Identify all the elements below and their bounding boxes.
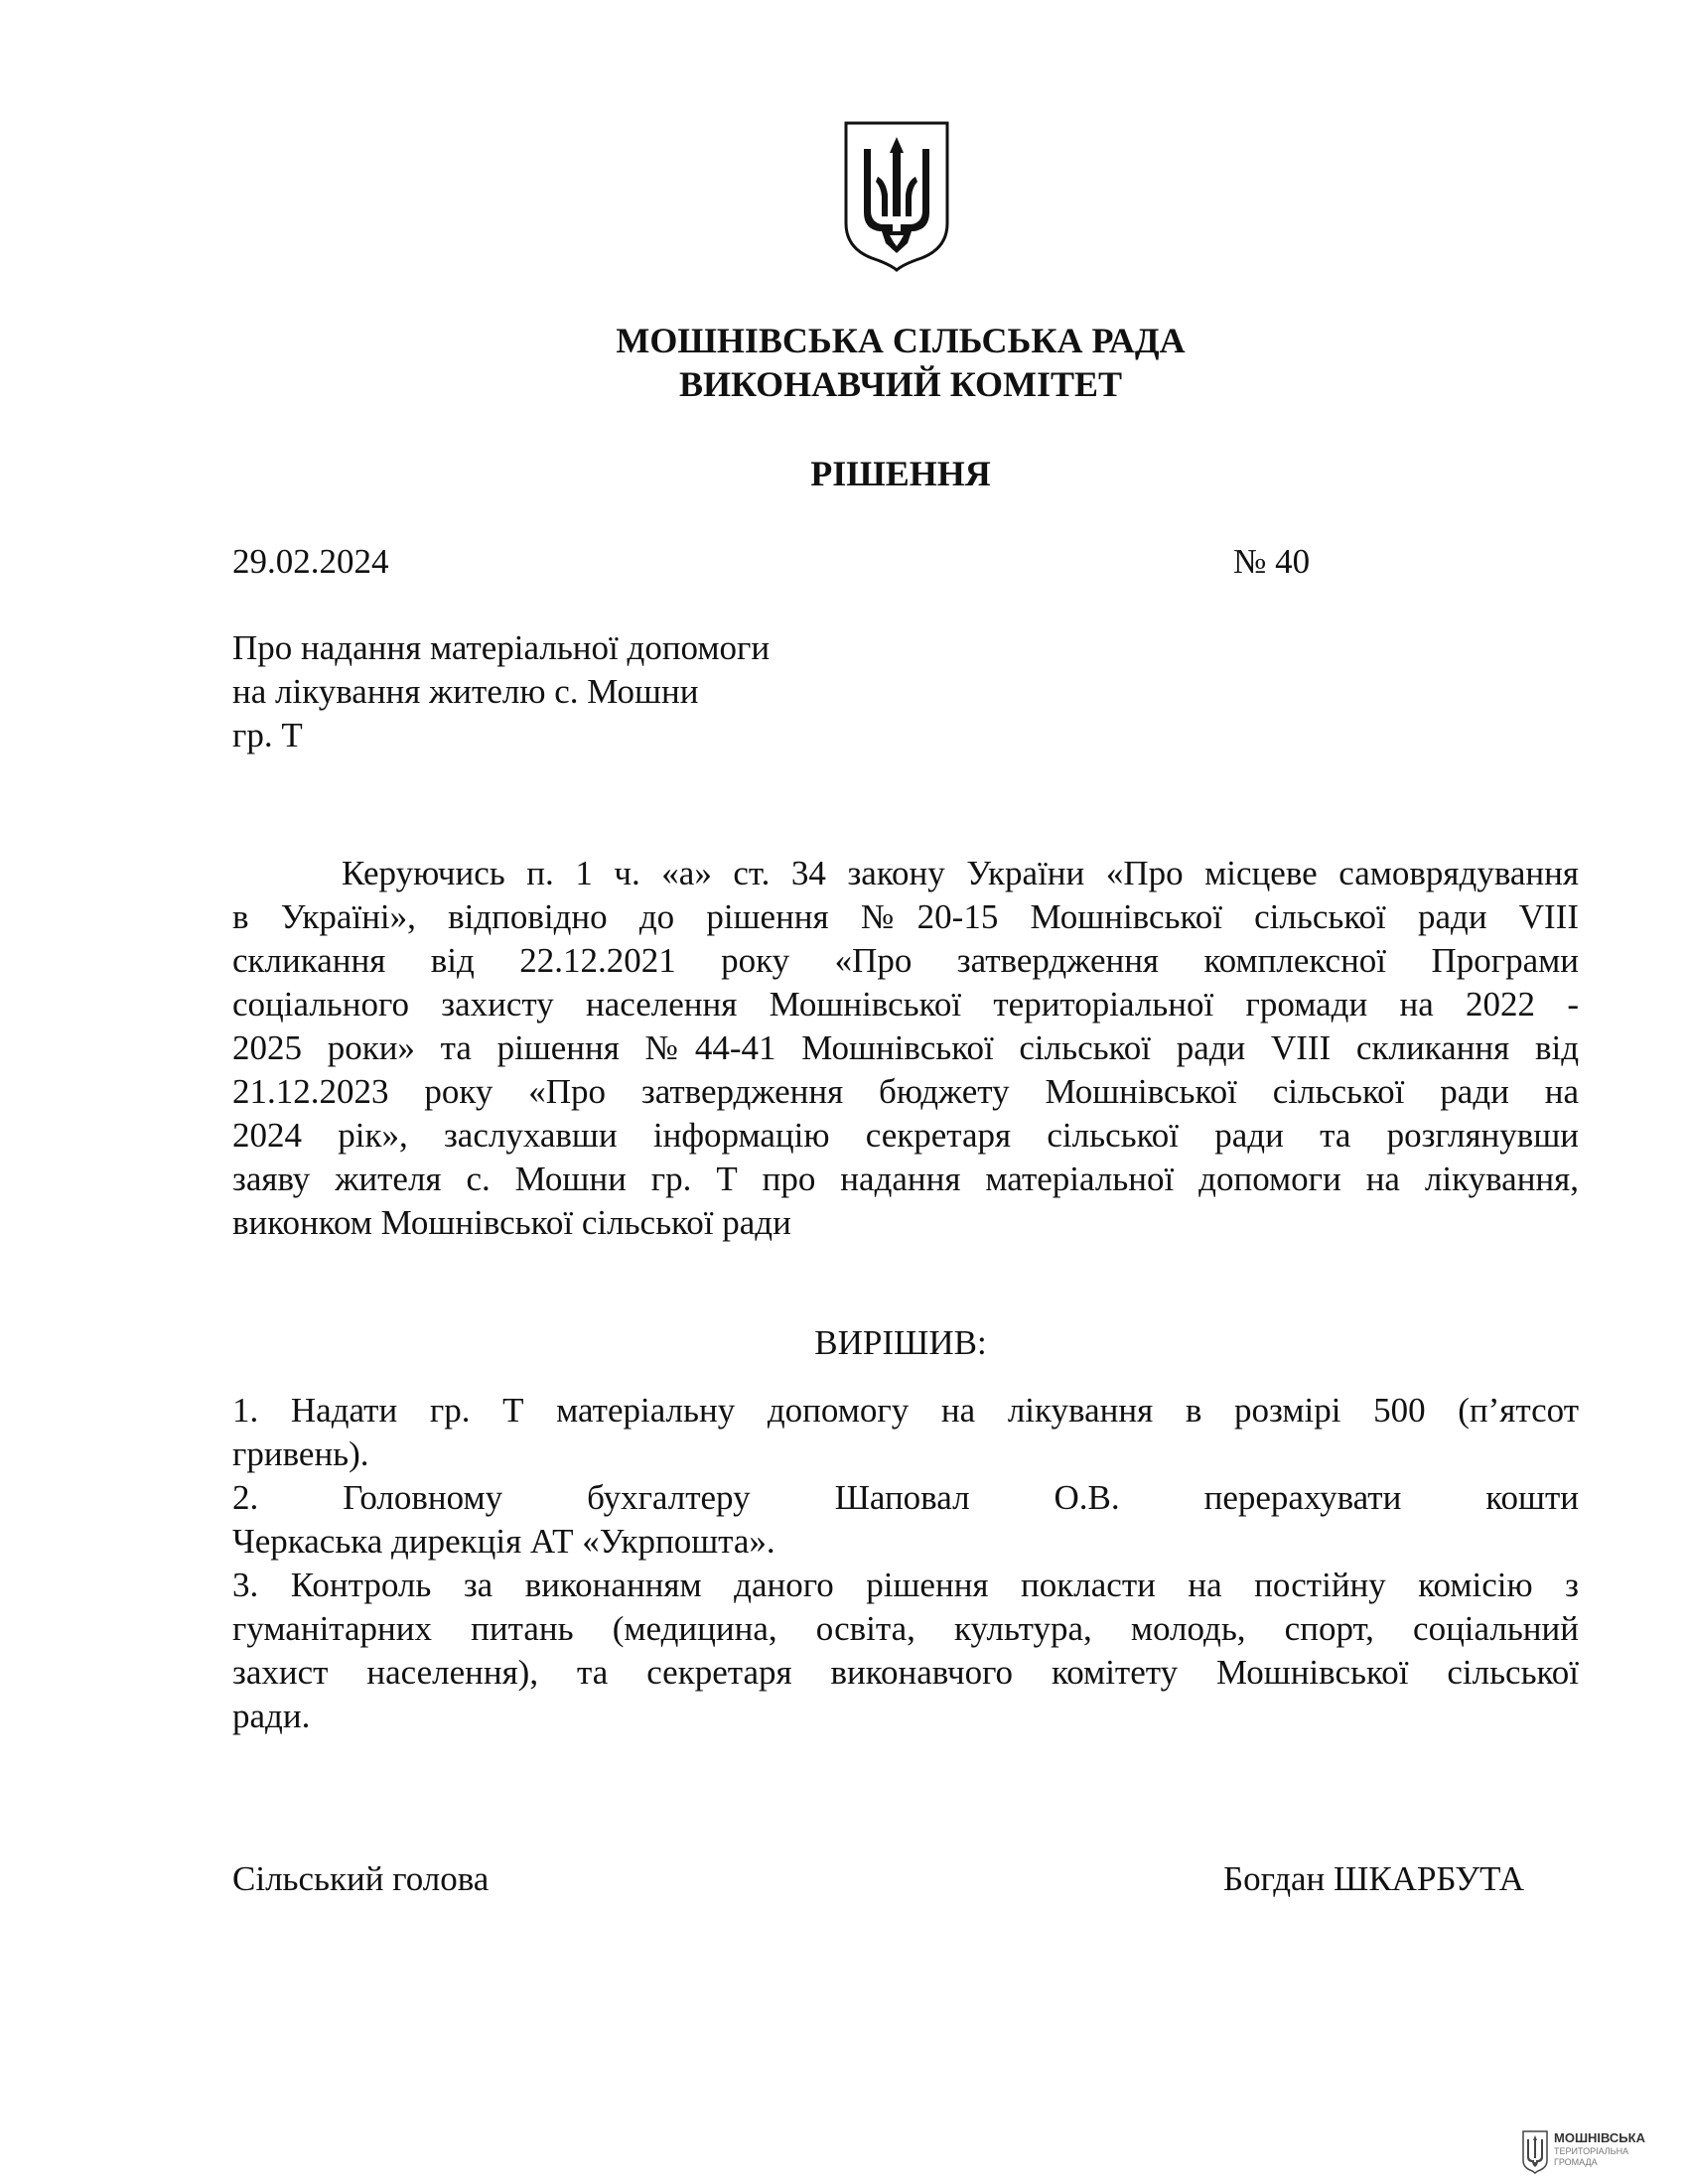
preamble-paragraph xyxy=(232,852,1579,1245)
logo-subtitle: ТЕРИТОРІАЛЬНА xyxy=(1554,2146,1629,2156)
decision-item-3 xyxy=(232,1564,1579,1738)
decision-line: гуманітарних питань (медицина, освіта, культура, молодь, спорт, соціальний xyxy=(232,1609,1579,1648)
subject-line: на лікування жителю с. Мошни xyxy=(232,672,699,711)
community-logo xyxy=(1522,2130,1661,2176)
decision-line: 1. Надати гр. Т матеріальну допомогу на лікування в розмірі 500 (п’ятсот xyxy=(232,1391,1579,1430)
decision-items xyxy=(232,1389,1579,1738)
preamble-line: заяву жителя с. Мошни гр. Т про надання матеріальної допомоги на лікування, xyxy=(232,1160,1579,1198)
community-trident-logo-icon xyxy=(1522,2130,1548,2174)
decision-item-2 xyxy=(232,1476,1579,1564)
preamble-line: скликання від 22.12.2021 року «Про затвердження комплексної Програми xyxy=(232,941,1579,980)
signatory-position: Сільський голова xyxy=(232,1859,490,1898)
document-number: № 40 xyxy=(1233,542,1311,581)
decided-heading: ВИРІШИВ: xyxy=(814,1323,987,1362)
logo-subtitle: ГРОМАДА xyxy=(1554,2157,1598,2167)
document-title: РІШЕННЯ xyxy=(810,454,991,493)
document-subject xyxy=(232,626,927,757)
ukraine-trident-icon xyxy=(842,119,951,273)
document-date: 29.02.2024 xyxy=(232,542,389,581)
decision-line: захист населення), та секретаря виконавчого комітету Мошнівської сільської xyxy=(232,1653,1579,1692)
subject-line: Про надання матеріальної допомоги xyxy=(232,628,771,667)
decision-line: 3. Контроль за виконанням даного рішення покласти на постійну комісію з xyxy=(232,1566,1579,1604)
preamble-line: Керуючись п. 1 ч. «а» ст. 34 закону України «Про місцеве самоврядування xyxy=(342,854,1579,892)
preamble-line: виконком Мошнівської сільської ради xyxy=(232,1203,791,1242)
decision-line: Черкаська дирекція АТ «Укрпошта». xyxy=(232,1522,775,1561)
decision-item-1 xyxy=(232,1389,1579,1476)
subject-line: гр. Т xyxy=(232,716,303,754)
organization-department: ВИКОНАВЧИЙ КОМІТЕТ xyxy=(678,364,1123,404)
logo-title: МОШНІВСЬКА xyxy=(1554,2130,1645,2145)
decision-line: 2. Головному бухгалтеру Шаповал О.В. перерахувати кошти xyxy=(232,1478,1579,1517)
preamble-line: 2024 рік», заслухавши інформацію секретаря сільської ради та розглянувши xyxy=(232,1116,1579,1155)
preamble-line: 2025 роки» та рішення №44-41 Мошнівської сільської ради VIII скликання від xyxy=(232,1028,1579,1067)
preamble-line: соціального захисту населення Мошнівської територіальної громади на 2022 - xyxy=(232,985,1579,1024)
decision-line: ради. xyxy=(232,1697,311,1735)
preamble-line: 21.12.2023 року «Про затвердження бюджету Мошнівської сільської ради на xyxy=(232,1072,1579,1111)
preamble-line: в Україні», відповідно до рішення №20-15 Мошнівської сільської ради VIII xyxy=(232,897,1579,936)
organization-name: МОШНІВСЬКА СІЛЬСЬКА РАДА xyxy=(616,321,1186,360)
signatory-name: Богдан ШКАРБУТА xyxy=(1223,1859,1524,1898)
decision-line: гривень). xyxy=(232,1434,369,1473)
